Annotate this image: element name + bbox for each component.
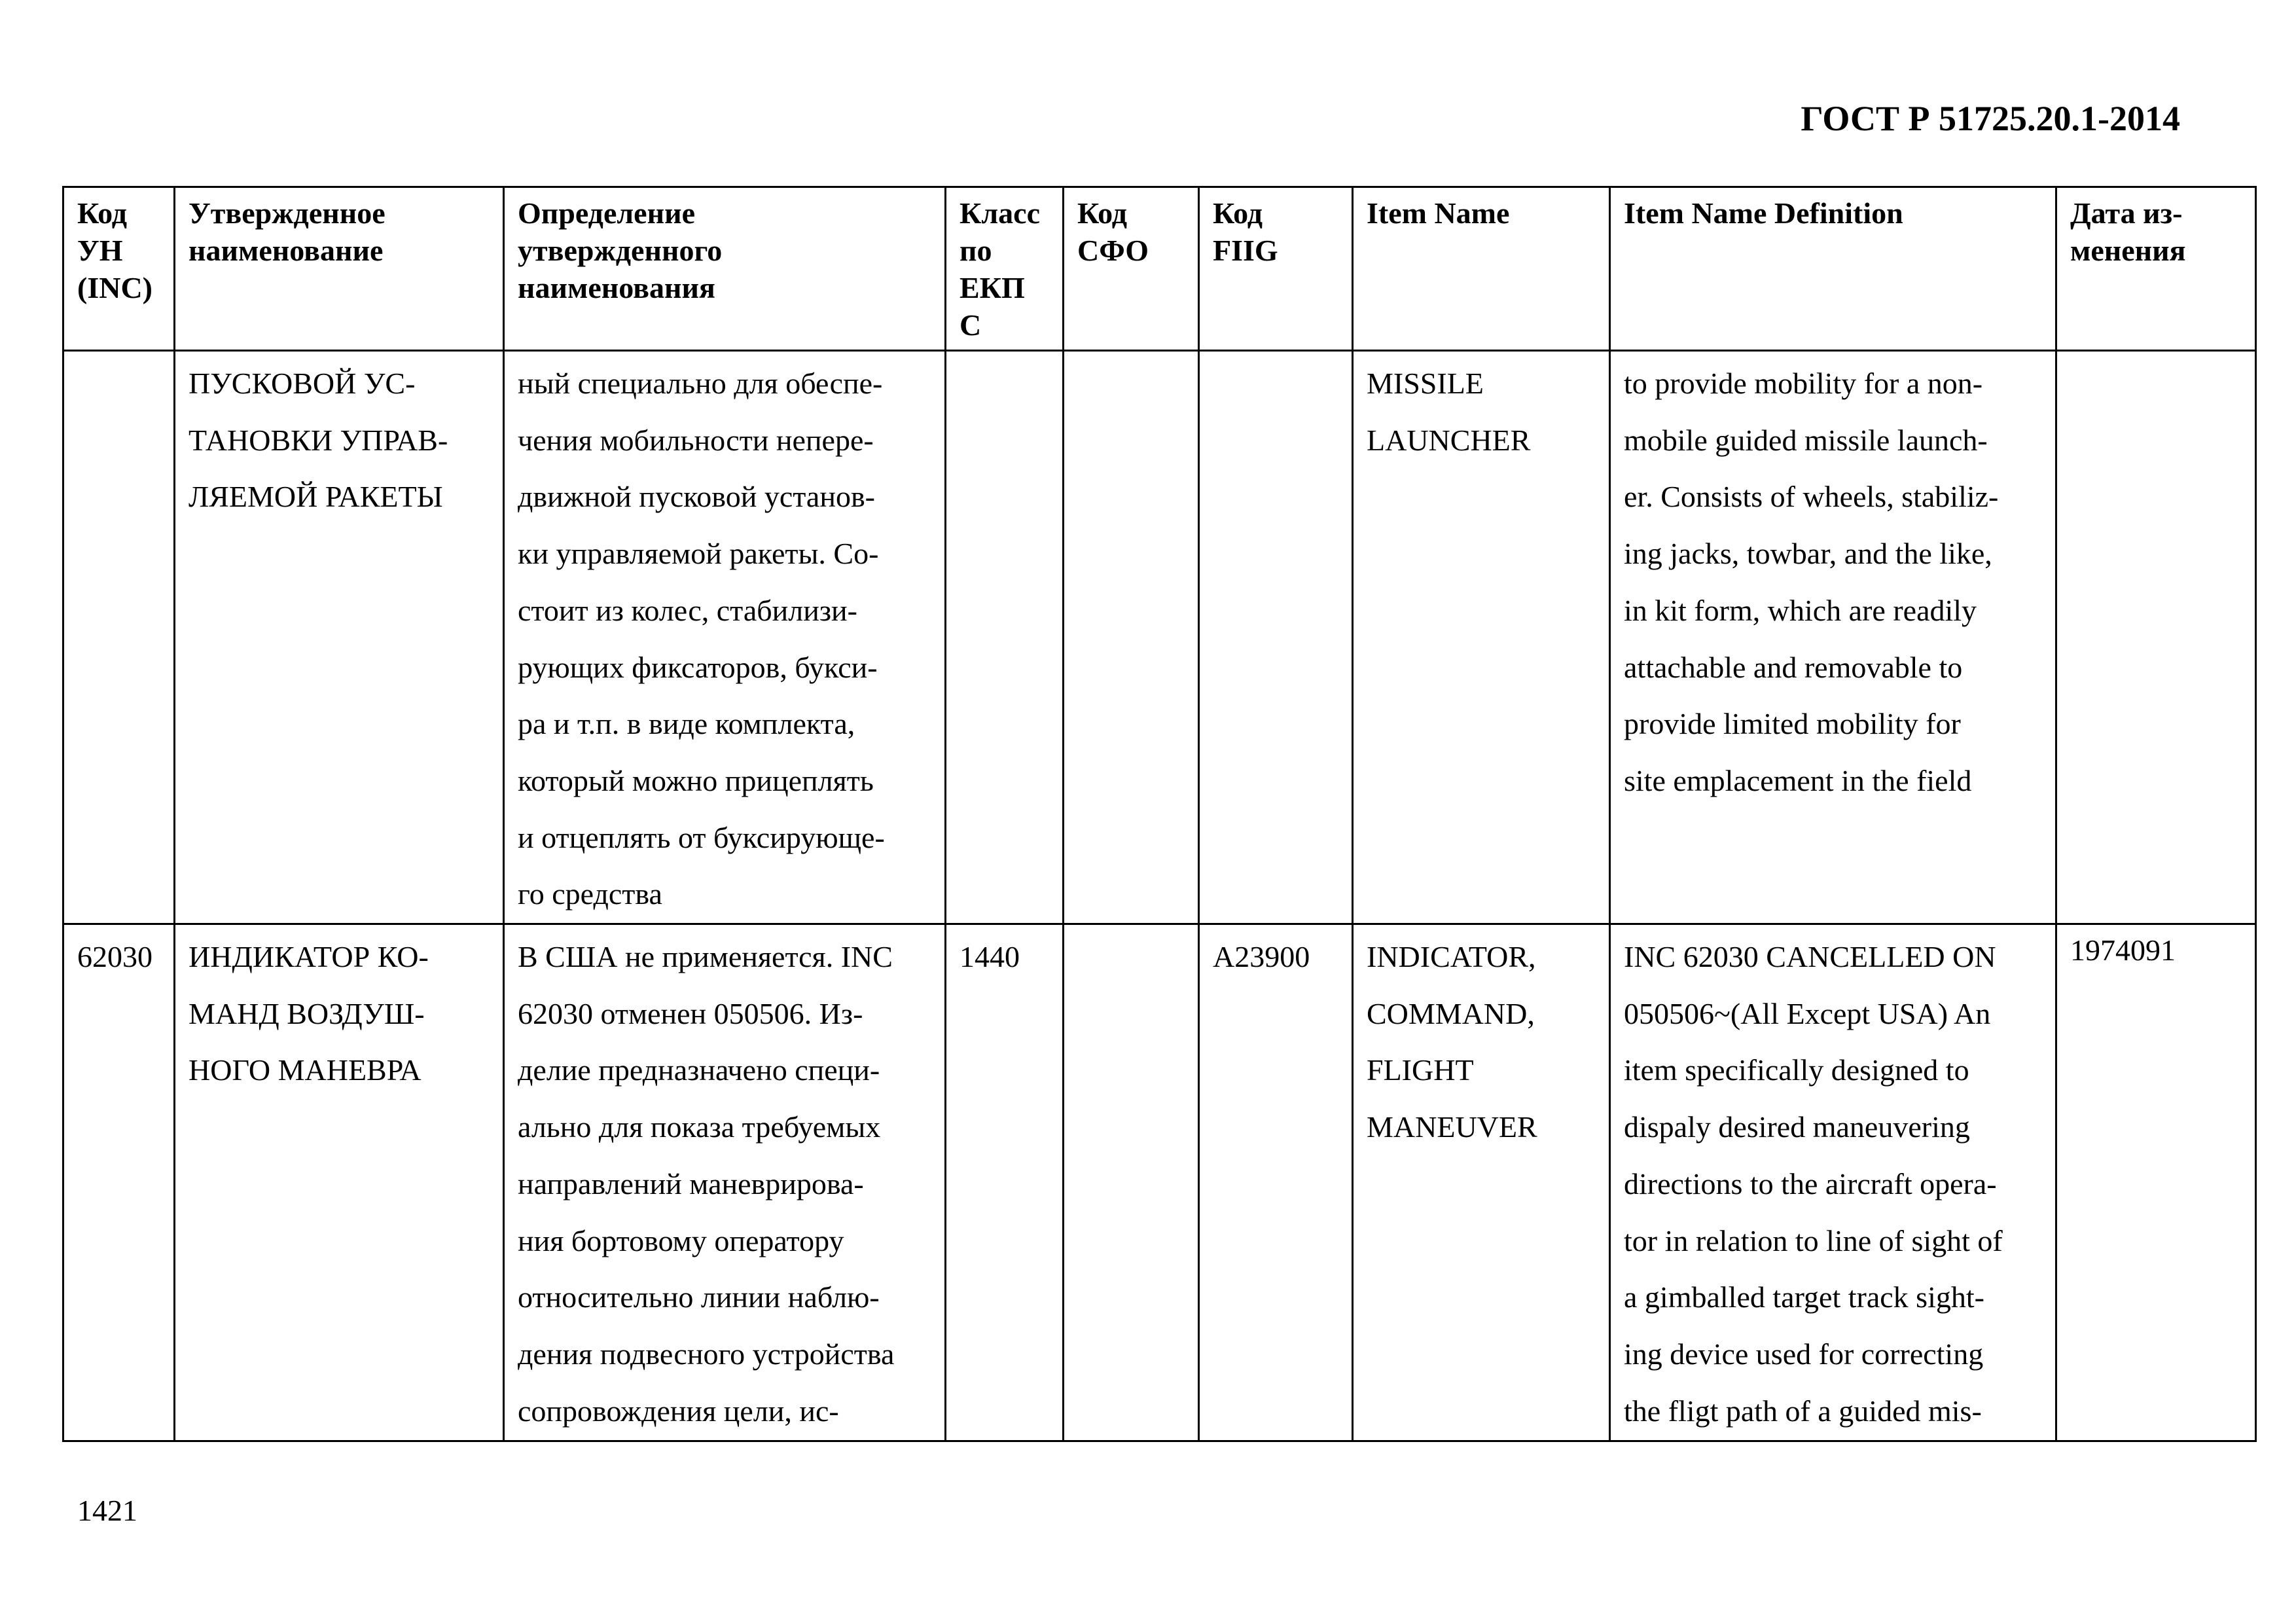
- cell-fiig-code: A23900: [1199, 924, 1353, 1441]
- header-ekps-class: Класс по ЕКП С: [946, 187, 1064, 351]
- cell-change-date: [2056, 924, 2256, 1441]
- cell-approved-name: ПУСКОВОЙ УС- ТАНОВКИ УПРАВ- ЛЯЕМОЙ РАКЕТЫ: [175, 351, 504, 924]
- cell-item-name-definition: to provide mobility for a non- mobile guided missile launch- er. Consists of wheels, stabiliz- ing jacks, towbar, and the like, in kit form, which are readily attachable and removable to provide limited mobility for site emplacement in the field: [1610, 351, 2056, 924]
- cell-approved-name: ИНДИКАТОР КО- МАНД ВОЗДУШ- НОГО МАНЕВРА: [175, 924, 504, 1441]
- header-inc: Код УН (INC): [63, 187, 175, 351]
- header-definition: Определение утвержденного наименования: [504, 187, 946, 351]
- cell-inc: [63, 351, 175, 924]
- cell-definition: В США не применяется. INC 62030 отменен 050506. Из- делие предназначено специ- ально для показа требуемых направлений маневрирова- ния бортовому оператору относительно линии наблю- дения подвесного устройства сопровождения цели, ис-: [504, 924, 946, 1441]
- cell-ekps-class: [946, 351, 1064, 924]
- table-row: [63, 351, 2256, 924]
- cell-inc: 62030: [63, 924, 175, 1441]
- change-date-value: 1974091: [2070, 933, 2176, 967]
- cell-definition: ный специально для обеспе- чения мобильности непере- движной пусковой установ- ки управляемой ракеты. Со- стоит из колес, стабилизи- рующих фиксаторов, букси- ра и т.п. в виде комплекта, который можно прицеплять и отцеплять от буксирующе- го средства: [504, 351, 946, 924]
- cell-ekps-class: 1440: [946, 924, 1064, 1441]
- table-row: [63, 924, 2256, 1441]
- header-approved-name: Утвержденное наименование: [175, 187, 504, 351]
- cell-item-name: MISSILE LAUNCHER: [1353, 351, 1610, 924]
- header-item-name: Item Name: [1353, 187, 1610, 351]
- cell-item-name-definition: INC 62030 CANCELLED ON 050506~(All Except USA) An item specifically designed to dispaly desired maneuvering directions to the aircraft opera- tor in relation to line of sight of a gimballed target track sight- ing device used for correcting the fligt path of a guided mis-: [1610, 924, 2056, 1441]
- table-header-row: [63, 187, 2256, 351]
- header-item-name-definition: Item Name Definition: [1610, 187, 2056, 351]
- cell-fiig-code: [1199, 351, 1353, 924]
- cell-change-date: [2056, 351, 2256, 924]
- cell-item-name: INDICATOR, COMMAND, FLIGHT MANEUVER: [1353, 924, 1610, 1441]
- header-sfo-code: Код СФО: [1064, 187, 1199, 351]
- header-change-date: Дата из- менения: [2056, 187, 2256, 351]
- cell-sfo-code: [1064, 351, 1199, 924]
- catalog-table: [62, 186, 2257, 1442]
- header-fiig-code: Код FIIG: [1199, 187, 1353, 351]
- page-number: 1421: [77, 1494, 137, 1527]
- cell-sfo-code: [1064, 924, 1199, 1441]
- document-code: ГОСТ Р 51725.20.1-2014: [1801, 99, 2180, 138]
